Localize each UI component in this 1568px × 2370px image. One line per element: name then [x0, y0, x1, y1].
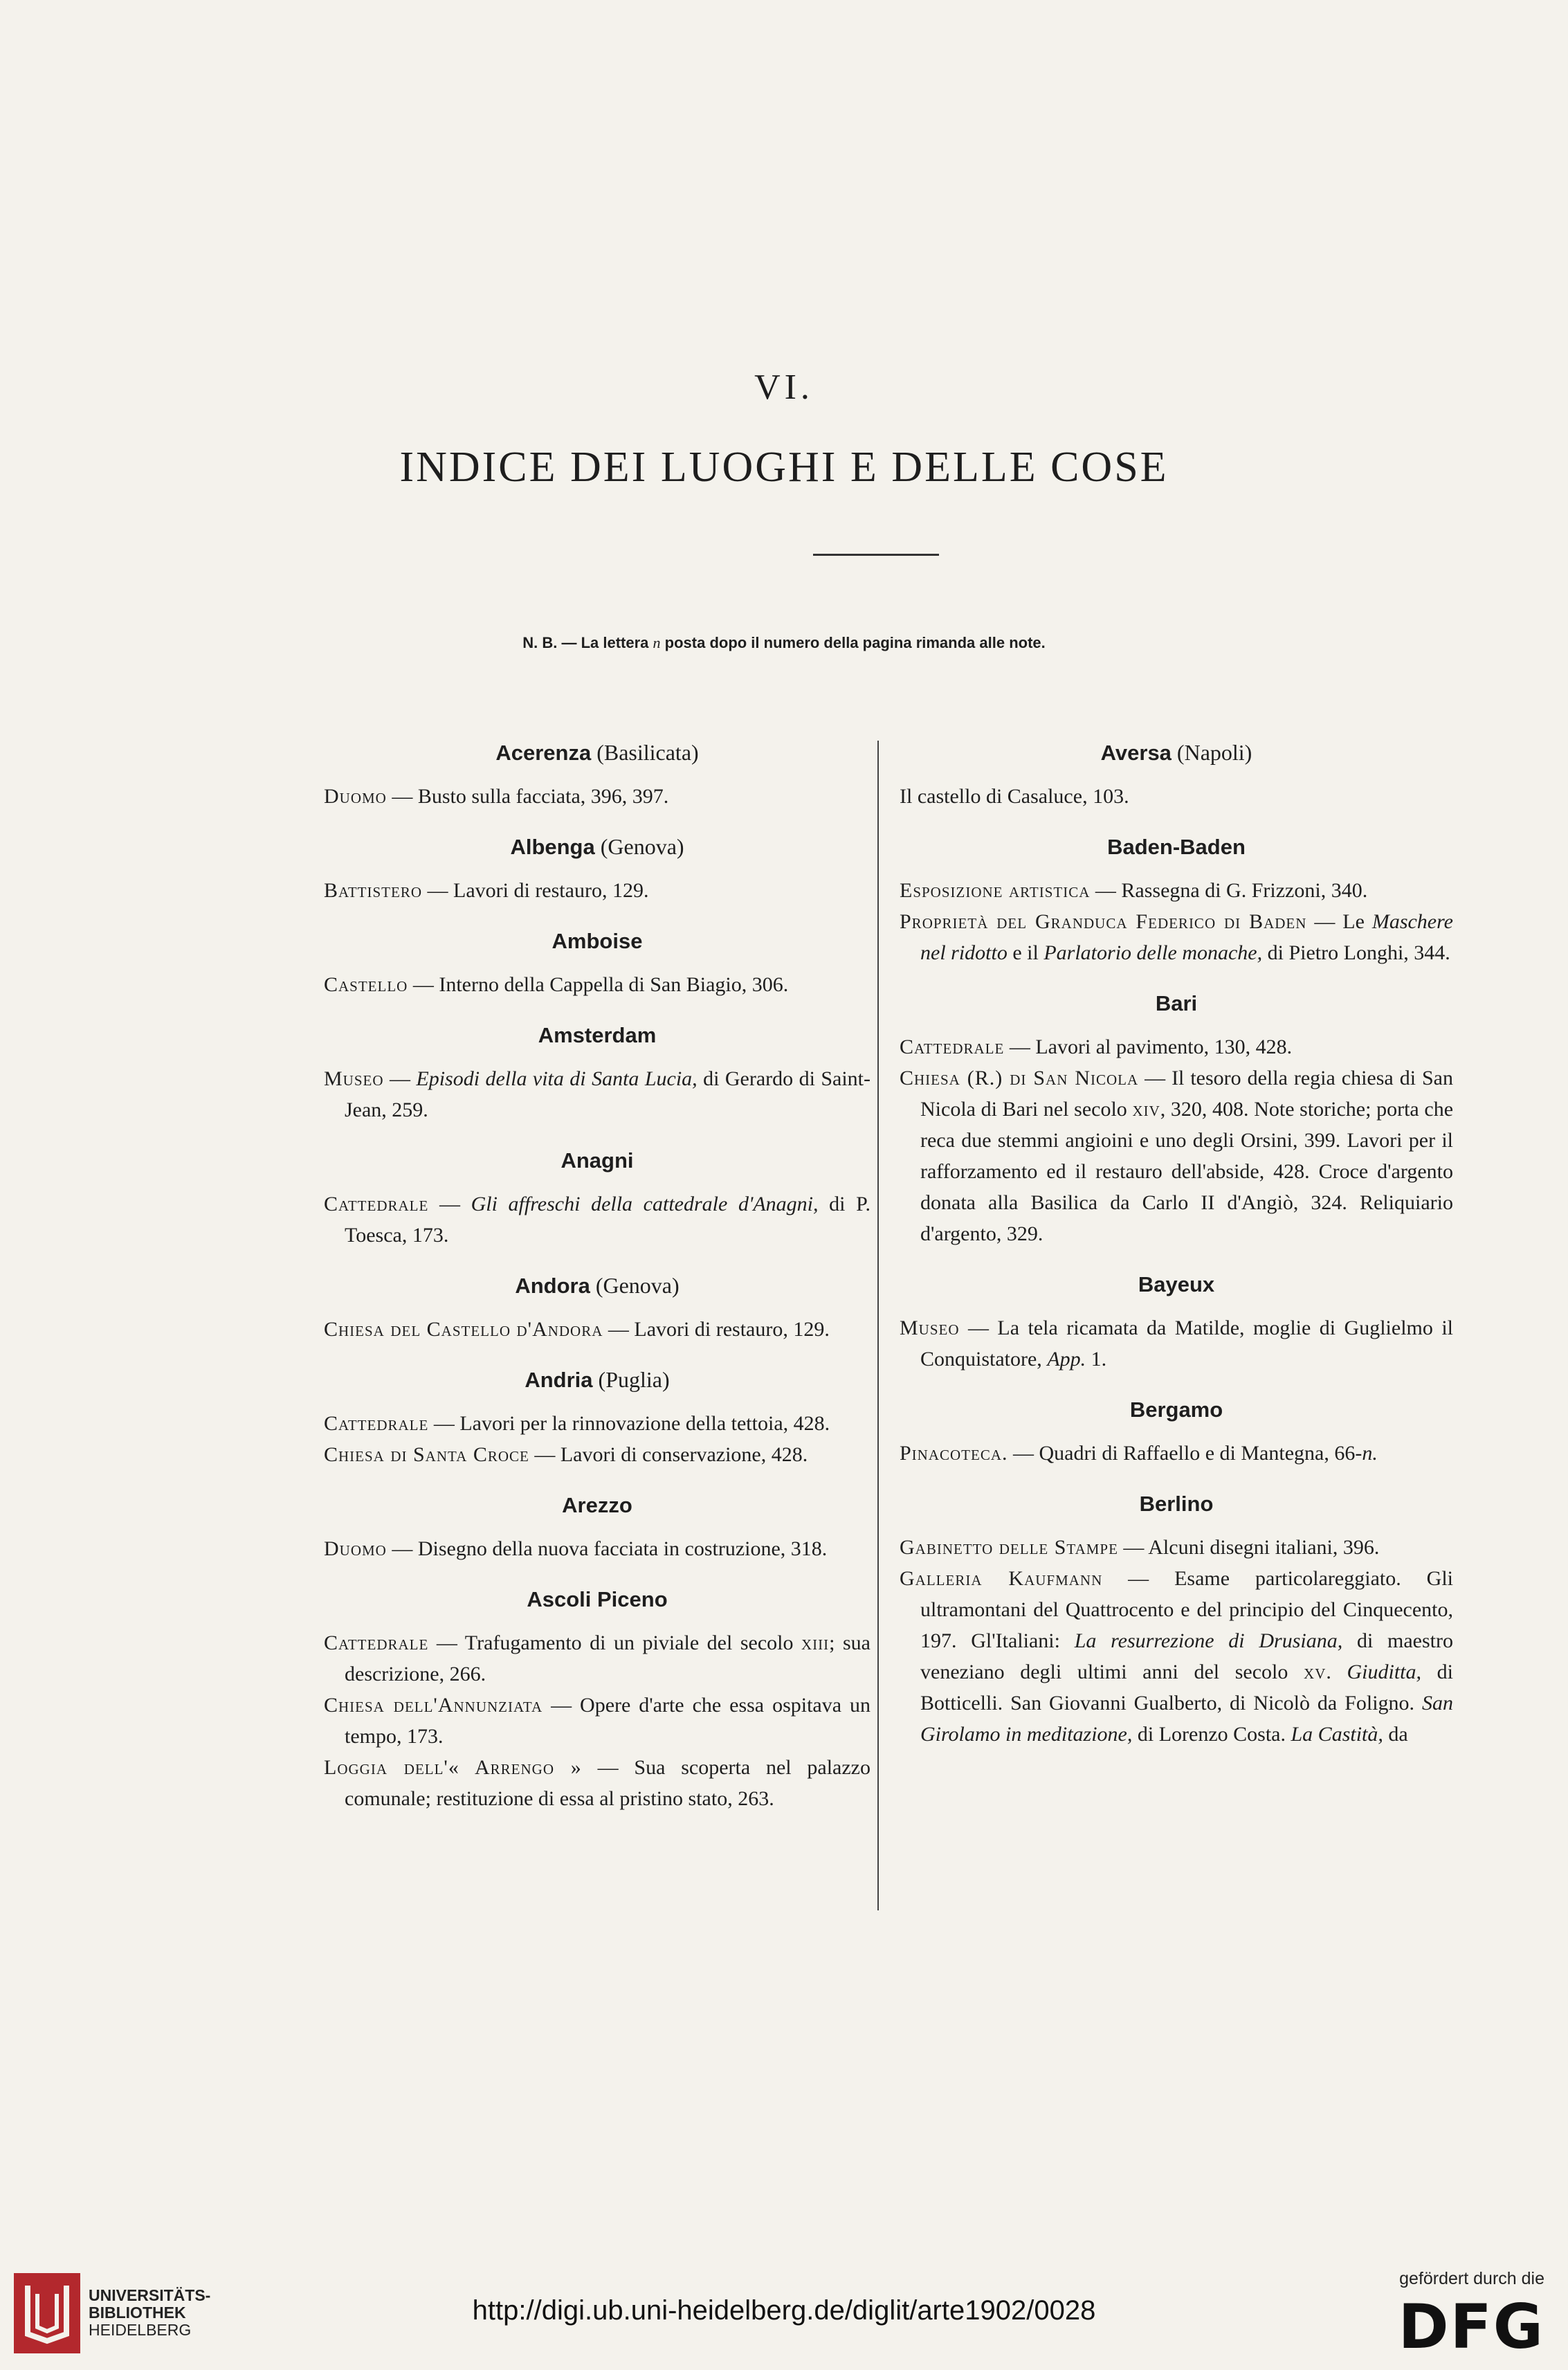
- place-region: (Basilicata): [596, 740, 699, 765]
- place-heading: [324, 925, 870, 957]
- section-number: VI.: [754, 368, 814, 407]
- index-entry: [324, 875, 870, 906]
- place-name: Andria: [525, 1368, 593, 1392]
- index-column-left: [324, 737, 870, 1814]
- place-region: (Genova): [600, 834, 684, 859]
- place-region: (Genova): [595, 1273, 680, 1298]
- place-name: Bergamo: [1129, 1397, 1223, 1422]
- entry-text: — Lavori di restauro, 129.: [422, 879, 649, 902]
- place-name: Amboise: [551, 929, 643, 953]
- index-column-right: [900, 737, 1453, 1750]
- index-entry: [900, 1532, 1453, 1563]
- entry-lead: Battistero: [324, 879, 423, 902]
- entry-title: La Castità,: [1291, 1723, 1383, 1746]
- entry-title: Giuditta,: [1347, 1661, 1422, 1683]
- library-line-3: HEIDELBERG: [89, 2321, 192, 2339]
- entry-title: n.: [1362, 1442, 1378, 1465]
- index-entry: [324, 1690, 870, 1752]
- place-heading: [900, 1488, 1453, 1519]
- index-entry: [900, 1438, 1453, 1469]
- source-url-link[interactable]: http://digi.ub.uni-heidelberg.de/diglit/arte1902/0028: [472, 2295, 1096, 2326]
- entry-title: Episodi della vita di Santa Lucia,: [416, 1067, 698, 1090]
- entry-lead: Cattedrale: [324, 1412, 429, 1435]
- place-heading: [324, 1490, 870, 1521]
- entry-lead: xv: [1304, 1661, 1327, 1683]
- note-letter: n: [653, 634, 661, 651]
- entry-text: — Opere d'arte che essa ospitava un tempo, 173.: [345, 1694, 870, 1748]
- index-entry: [324, 1063, 870, 1125]
- place-heading: [324, 1020, 870, 1051]
- index-entry: [900, 1031, 1453, 1062]
- entry-text: — Le: [1306, 910, 1372, 933]
- entry-text: — Lavori per la rinnovazione della tettoia, 428.: [428, 1412, 830, 1435]
- entry-lead: Cattedrale: [324, 1631, 429, 1654]
- place-heading: [900, 831, 1453, 862]
- entry-text: — La tela ricamata da Matilde, moglie di Guglielmo il Conquistatore,: [920, 1317, 1453, 1371]
- entry-text: di P. Toesca, 173.: [345, 1193, 870, 1247]
- place-heading: [900, 988, 1453, 1019]
- entry-lead: Museo: [900, 1317, 960, 1339]
- index-entry: [324, 1752, 870, 1814]
- entry-text: — Lavori al pavimento, 130, 428.: [1004, 1035, 1293, 1058]
- entry-text: — Lavori di conservazione, 428.: [529, 1443, 808, 1466]
- place-region: (Puglia): [598, 1367, 670, 1392]
- entry-title: Gli affreschi della cattedrale d'Anagni,: [471, 1193, 819, 1215]
- entry-text: e il: [1007, 941, 1044, 964]
- place-name: Bari: [1155, 991, 1198, 1015]
- entry-title: Maschere nel ridotto: [920, 910, 1454, 964]
- entry-lead: Castello: [324, 973, 408, 996]
- place-heading: [324, 1145, 870, 1176]
- entry-lead: Proprietà del Granduca Federico di Baden: [900, 910, 1307, 933]
- place-name: Albenga: [510, 835, 595, 859]
- index-entry: [900, 1563, 1453, 1750]
- entry-text: — Sua scoperta nel palazzo comunale; restituzione di essa al pristino stato, 263.: [345, 1756, 870, 1810]
- entry-text: — Trafugamento di un piviale del secolo: [428, 1631, 801, 1654]
- library-line-1: UNIVERSITÄTS-: [89, 2286, 211, 2304]
- entry-text: Il castello di Casaluce, 103.: [900, 785, 1129, 808]
- entry-lead: xiii: [801, 1631, 830, 1654]
- place-name: Andora: [515, 1274, 590, 1298]
- index-entry: [324, 1188, 870, 1251]
- entry-text: — Esame particolareggiato. Gli ultramontani del Quattrocento e del principio del Cinquecento, 197. Gl'Italiani:: [920, 1567, 1453, 1652]
- place-name: Ascoli Piceno: [527, 1587, 668, 1611]
- place-name: Amsterdam: [538, 1023, 657, 1047]
- place-heading: [900, 1269, 1453, 1300]
- footer-bar: [0, 2256, 1568, 2370]
- place-heading: [324, 831, 870, 862]
- entry-text: di Gerardo di Saint-Jean, 259.: [345, 1067, 870, 1121]
- entry-lead: xiv: [1132, 1098, 1160, 1121]
- place-name: Aversa: [1100, 741, 1172, 765]
- title-rule: [813, 554, 939, 556]
- entry-lead: Cattedrale: [324, 1193, 429, 1215]
- entry-lead: Chiesa del Castello d'Andora: [324, 1318, 603, 1341]
- index-entry: [900, 875, 1453, 906]
- index-entry: [900, 1312, 1453, 1375]
- dfg-logo: DFG: [1398, 2291, 1544, 2362]
- index-entry: [900, 906, 1453, 968]
- index-entry: [900, 1062, 1453, 1249]
- entry-lead: Pinacoteca.: [900, 1442, 1008, 1465]
- place-name: Anagni: [560, 1148, 634, 1173]
- entry-text: — Rassegna di G. Frizzoni, 340.: [1090, 879, 1368, 902]
- place-heading: [324, 1270, 870, 1301]
- place-name: Berlino: [1139, 1492, 1214, 1516]
- entry-title: App.: [1047, 1348, 1086, 1371]
- place-heading: [324, 737, 870, 768]
- place-name: Bayeux: [1138, 1272, 1215, 1296]
- editorial-note: [0, 634, 1568, 652]
- place-name: Arezzo: [562, 1493, 632, 1517]
- entry-text: di maestro veneziano degli ultimi anni del secolo: [920, 1629, 1453, 1683]
- entry-lead: Esposizione artistica: [900, 879, 1091, 902]
- place-name: Baden-Baden: [1107, 835, 1246, 859]
- entry-title: San Girolamo in meditazione,: [920, 1692, 1453, 1746]
- place-heading: [324, 1364, 870, 1395]
- place-heading: [900, 1394, 1453, 1425]
- entry-text: ; sua descrizione, 266.: [345, 1631, 870, 1685]
- index-entry: [324, 1408, 870, 1439]
- entry-text: —: [383, 1067, 417, 1090]
- entry-text: — Il tesoro della regia chiesa di San Nicola di Bari nel secolo: [920, 1067, 1453, 1121]
- entry-text: — Quadri di Raffaello e di Mantegna, 66-: [1008, 1442, 1362, 1465]
- entry-lead: Chiesa di Santa Croce: [324, 1443, 529, 1466]
- entry-lead: Loggia dell'« Arrengo »: [324, 1756, 582, 1779]
- place-heading: [324, 1584, 870, 1615]
- entry-lead: Gabinetto delle Stampe: [900, 1536, 1118, 1559]
- entry-text: di Botticelli. San Giovanni Gualberto, di Nicolò da Foligno.: [920, 1661, 1454, 1715]
- entry-text: , 320, 408. Note storiche; porta che reca due stemmi angioini e uno degli Orsini, 399. Lavori per il rafforzamento ed il restauro dell'abside, 428. Croce d'argento donata alla Basilica da Carlo II d'Angiò, 324. Reliquiario d'argento, 329.: [920, 1098, 1454, 1245]
- note-suffix: posta dopo il numero della pagina rimanda alle note.: [664, 634, 1046, 651]
- entry-text: .: [1326, 1661, 1347, 1683]
- entry-title: Parlatorio delle monache,: [1043, 941, 1263, 964]
- index-entry: [324, 969, 870, 1000]
- entry-text: — Lavori di restauro, 129.: [603, 1318, 830, 1341]
- funding-note: gefördert durch die: [1399, 2269, 1544, 2288]
- index-entry: [900, 781, 1453, 812]
- index-entry: [324, 1314, 870, 1345]
- entry-text: — Interno della Cappella di San Biagio, 306.: [408, 973, 789, 996]
- entry-text: di Lorenzo Costa.: [1132, 1723, 1291, 1746]
- entry-text: — Busto sulla facciata, 396, 397.: [386, 785, 669, 808]
- entry-title: La resurrezione di Drusiana,: [1074, 1629, 1343, 1652]
- index-entry: [324, 1627, 870, 1690]
- column-divider: [877, 741, 879, 1910]
- entry-lead: Cattedrale: [900, 1035, 1005, 1058]
- index-entry: [324, 1533, 870, 1564]
- entry-lead: Chiesa dell'Annunziata: [324, 1694, 543, 1717]
- library-line-2: BIBLIOTHEK: [89, 2304, 186, 2322]
- entry-lead: Museo: [324, 1067, 384, 1090]
- note-prefix: N. B. — La lettera: [522, 634, 649, 651]
- entry-text: di Pietro Longhi, 344.: [1262, 941, 1450, 964]
- entry-lead: Duomo: [324, 785, 387, 808]
- place-name: Acerenza: [495, 741, 592, 765]
- entry-text: da: [1383, 1723, 1408, 1746]
- entry-lead: Duomo: [324, 1537, 387, 1560]
- page-title: INDICE DEI LUOGHI E DELLE COSE: [399, 444, 1169, 491]
- place-region: (Napoli): [1176, 740, 1252, 765]
- entry-lead: Chiesa (R.) di San Nicola: [900, 1067, 1139, 1089]
- index-entry: [324, 781, 870, 812]
- place-heading: [900, 737, 1453, 768]
- entry-lead: Galleria Kaufmann: [900, 1567, 1103, 1590]
- index-entry: [324, 1439, 870, 1470]
- entry-text: 1.: [1086, 1348, 1107, 1371]
- entry-text: — Disegno della nuova facciata in costruzione, 318.: [386, 1537, 828, 1560]
- entry-text: —: [428, 1193, 471, 1215]
- entry-text: — Alcuni disegni italiani, 396.: [1118, 1536, 1380, 1559]
